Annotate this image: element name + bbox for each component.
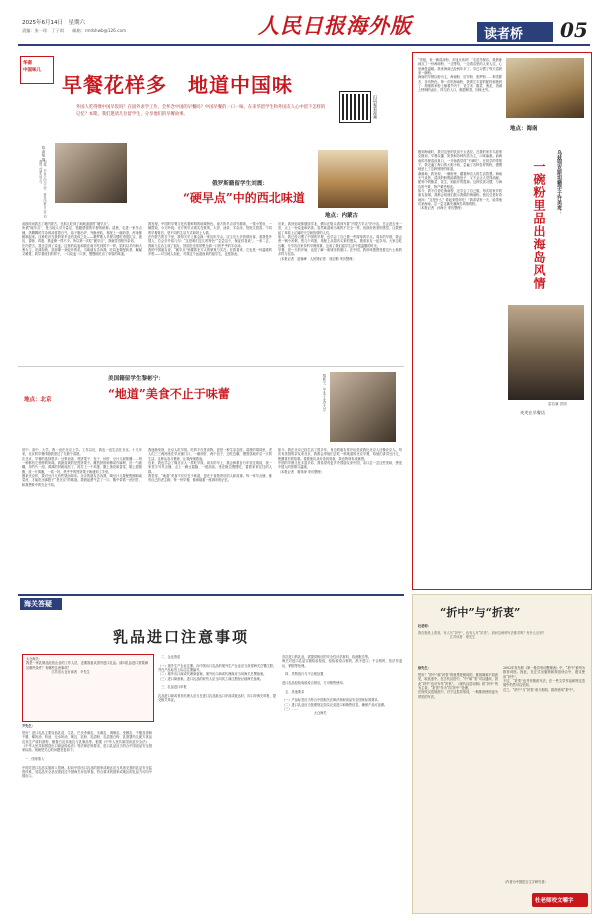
sidebar-text2: 刚到海南时，我对这里的饮食不太适应。在我的家乡乌兹别克斯坦，早餐以馕、奶茶和各种肉类为主，口味偏重。而海南的早餐清淡爽口，一开始我觉得“不够吃”。在同学的带领下，我走遍了海口的大街小巷，尝遍了各种各样的粉，慢慢地爱上了这种独特的味道。 渐渐地，我发现，一碗粉里，藏着海岛人的生活智慧。海南天气炎热，清淡的粉既能填饱肚子，又不会让人觉得油腻；配料中的酸菜、花生，则能开胃提神。这种饮食习惯，与海岛的气候、物产紧密相连。 如今，我不仅爱吃海南粉，还学会了自己做。每次给家乡的朋友视频，我都会给他们展示我做的海南粉。他们总是好奇地问：“这是什么？看起来很好吃！”我希望有一天，能带他们来海南，尝一尝这碗充满海岛风情的粉。 （本报记者 孙海天 采访整理） bbox=[418, 150, 502, 211]
wordbox-col2: 2002年发布的《第一批异形词整理表》中，“折中”被列为推荐词形。因此，在正式出版物和规范场合中，建议使用“折中”。 不过，“折衷”也并非错误写法，在一些文学作品和特定语境中仍然可以见到。 总之，“折中”与“折衷”意义相同，推荐使用“折中”。 bbox=[503, 666, 585, 692]
article2-photo-caption: 黎彬宁，毕业于北京大学 bbox=[322, 374, 326, 412]
qr-label: 扫码观看视频 bbox=[373, 95, 378, 119]
article2-col3: 如今，我在北京已经生活了很多年，身边的朋友常开玩笑说我比北京人还像北京人。每次有美国的亲友来北京，我都会带他们去吃一顿地道的北京早餐，给他们讲讲豆汁儿、焦圈背后的故事。看着他们从好奇到喜欢，我也特别有成就感。 中国的早餐文化丰富多彩，我希望有更多外国朋友来中国，亲口尝一尝这些美味，感受中国人的热情与温暖。 （本报记者 窦菲涛 采访整理） bbox=[278, 448, 402, 474]
article1-col1: 前段时间我去了趟内蒙古，在那儿吃到了地地道道的“硬早点”。 所谓“硬早点”，是当地人对分量足、饱腹感强的早餐的统称。清晨，走进一家早点铺，热腾腾的羊杂碎汤冒着白气，焙子刚出炉，外酥里软，再配上一碗奶茶，浑身都暖和起来。这种吃法在我的家乡也有类似之处——俄罗斯人早餐习惯吃得很扎实，面包、香肠、鸡蛋、燕麦粥一样不少。所以第一次吃“硬早点”，我就觉得格外亲切。 在内蒙古，我还尝到了烧麦。这里的烧麦和我在南方吃到的不一样，馅料以羊肉和大葱为主，皮薄如纸，顶部像一朵绽开的花。当地朋友告诉我，吃烧麦要配砖茶，解腻又暖胃。我学着他们的样子，一口烧麦一口茶，慢慢地吃出了草原的味道。 bbox=[22, 222, 142, 257]
wordbox-greeting: 杜老师： bbox=[418, 624, 431, 628]
masthead-logo: 人民日报海外版 bbox=[258, 13, 412, 38]
article2-title: “地道”美食不止于味蕾 bbox=[108, 387, 230, 401]
sidebar-place: 地点：海南 bbox=[510, 126, 538, 132]
article1-photo-caption: 刘震，毕业于四川大学，曾在内蒙古工作 刘震的“内蒙古早点” bbox=[38, 160, 47, 218]
article2-place: 地点：北京 bbox=[24, 397, 52, 403]
hotline-col2: 二、企业资质 （一）境外生产企业注册。向中国出口乳品的境外生产企业应当获得海关总署注册，并在产品标签上标注注册编号。 （二）境外出口商或代理商备案。境外出口商或代理商应当向海关总署备案。 （三）进口商备案。进口乳品的收货人应当向其工商注册登记地海关备案。 三、乳品进口申报 乳品进口商或者其代理人应当在进口乳品抵达口岸前或抵达时，向口岸海关申报，提交相关单证。 bbox=[158, 655, 276, 703]
article1-col2: 我发现，中国的早餐文化有着鲜明的地域特色。南方的早点讲究精致，一笼小笼包、一碗馄饨，小巧玲珑；北方的早点则实在豪爽，大饼、油条、羊杂汤，管饱又管香。不同的早餐背后，是不同的生活方式和风土人情。 在内蒙古的日子里，我每天早上都会换一家店吃早点。店主们大多热情好客，看我是外国人，总会多介绍几句：“这是咱们这儿的特色”“尝尝这个，保证你喜欢”。一来二去，我和几位店主成了朋友，回国后还常常想念那一口热乎乎的羊杂汤。 我的中国朋友说，“硬早点”里藏着北方人的豪爽与实在。在我看来，它也是一份温暖的乡愁——对当地人如此，对我这个远道而来的留学生，也是如此。 bbox=[148, 222, 272, 257]
hotline-headline: 乳品进口注意事项 bbox=[113, 628, 250, 646]
page-number: 05 bbox=[560, 18, 588, 42]
article1-col3: 后来，我回到成都继续学业，偶尔在街头看到写着“内蒙古早点”的小店，总会进去坐一坐，点上一份烧麦和奶茶。虽然味道和当地的不完全一样，但那份熟悉的感觉，让我想起了草原上辽阔的天空和热情的人们。 如今，我已经习惯了中国的早餐，也学会了自己做一些简单的早点。周末的早晨，我会煮一锅小米粥，煎几个鸡蛋，再配上从超市买来的馒头，邀请室友一起享用。大家边吃边聊，分享各自家乡的早餐故事，这成了我们留学生活中很温馨的时光。 早餐，是一天的开始，也是了解一座城市的窗口。在中国，我用味蕾感受着这片土地的多样与包容。 （本报记者 赵蓉峰 人民网记者 刘玄勤 采访整理） bbox=[278, 222, 402, 261]
article1-byline: 俄罗斯籍留学生刘震： bbox=[212, 181, 268, 187]
article1-title: “硬早点”中的西北味道 bbox=[183, 191, 305, 205]
sidebar-photo-caption: 麦麦在早餐店 bbox=[520, 410, 546, 415]
article1-photo bbox=[55, 143, 127, 203]
hotline-col1: 您好！进口乳品主要包括乳清、生乳、巴氏杀菌乳、灭菌乳、调制乳、发酵乳、干酪及再制干酪、稀奶油、奶油、无水奶油、炼乳、乳粉、乳清粉、乳清蛋白粉、乳基婴幼儿配方食品及其生产原料基粉、酪蛋白及其他乳与乳制品等。根据《中华人民共和国食品安全法》、《中华人民共和国进出口商品检验法》等法律法规要求，进口乳品应当符合中国食品安全国家标准。现就您关心的问题答复如下。 一、国家准入 中国对进口乳品实施准入管理。拟向中国出口乳品的国家或地区应当具备完善的乳品安全监管体系，其乳品安全状况需经过中国海关评估审查。符合要求的国家或地区的乳品方可向中国出口。 bbox=[22, 731, 152, 779]
article1-place: 地点：内蒙古 bbox=[325, 213, 359, 219]
sidebar-credit: 雷若谦 供图 bbox=[548, 402, 567, 406]
qr-code bbox=[340, 92, 370, 122]
masthead-rule bbox=[18, 44, 590, 46]
wordbox-question: 我在报纸上看到，有人写“折中”，也有人写“折衷”。请问这两种写法都对吗？有什么区别？ 江苏读者 徐先生 bbox=[418, 631, 546, 640]
feature-kicker-text: 华裔 中国味儿 bbox=[23, 61, 41, 73]
section-name: 读者桥 bbox=[484, 27, 524, 42]
feature-headline: 早餐花样多 地道中国味 bbox=[62, 73, 293, 97]
wordbox-col1: 您好！“折中”和“折衷”的意思是相同的，都指调和不同意见，取其适中。在古代汉语中，“中”和“衷”可以通用，因此“折中”也可写作“折衷”。《现代汉语词典》将“折中”列为主条，“折衷”作为“同‘折中’”处理。 在现代汉语规范中，对于这类异形词，一般推荐使用更为常见的写法。 bbox=[418, 673, 498, 699]
article2-byline: 美国籍留学生黎彬宁： bbox=[108, 376, 164, 382]
hotline-tag: 海关答疑 bbox=[24, 600, 52, 608]
sidebar-title: 一碗粉里品出海岛风情 bbox=[532, 160, 546, 290]
sidebar-portrait bbox=[508, 305, 584, 400]
hotline-col3: 首次进口的乳品，需提供相应的安全性评估材料、检测报告等。 海关对进口乳品实施检验检疫，检验检疫合格的，准予进口；不合格的，依法作退运、销毁等处理。 四、货物放行与不合格处置 进口乳品经检验检疫合格后，方可销售使用。 五、其他要求 （一）产品标签应当符合中国相关法律法规和食品安全国家标准要求。 （二）进口乳品应当按照规定如实记录进口和销售信息，确保产品可追溯。 （三）…… 太仓海关 bbox=[282, 655, 402, 716]
hotline-tag-bar bbox=[18, 594, 404, 596]
sidebar-food-photo bbox=[506, 58, 584, 118]
wordbox-footer: 杜老师咬文嚼字 bbox=[535, 898, 574, 904]
article2-col1: 初中、高中、大学，我一直在北京上学。工作以后，我也一直生活在北京。十几年来，北京的早餐伴随我度过了无数个清晨。 在北京，早餐的选择很多：豆浆油条、煎饼果子、包子、炒肝、豆汁儿和焦圈……每一种都有它独特的风味。我最喜欢的是煎饼果子。摊煎饼的师傅动作麻利，舀一勺面糊，用竹片一刮，薄薄的饼就成形了，再打上一个鸡蛋，撒上葱花和香菜，刷上甜面酱，放一片薄脆，一卷一折，热乎乎的煎饼果子就递到了手里。 刚来北京时，我对豆汁儿有些望而却步。北京的朋友告诉我，喝豆汁儿要配焦圈和咸菜丝，才能吃出那股子“老北京”的味道。我鼓起勇气尝了一口，酸中带着一丝回甘，和我想象中的完全不同。 bbox=[22, 448, 142, 487]
masthead-date: 2025年6月14日 星期六 bbox=[22, 20, 85, 26]
sidebar-text1: “老板，来一碗清汤粉，多加点鱼饼！”走进早餐店，我熟练地点了一份海南粉，一边等待，一边看店里的人来人往，心里满是温暖。我来海南已经两年多了，早已习惯了每天清晨来一碗粉。 海南的早餐以粉为主，海南粉、后安粉、抱罗粉……种类繁多，各有特色。第一次吃海南粉，我被它丰富的配料惊艳到了：细细的米粉上铺着牛肉干、花生米、酸菜、葱花，再淋上特制的卤汁，拌匀后入口，酸甜鲜香，回味无穷。 bbox=[418, 58, 502, 93]
article2-photo bbox=[330, 372, 396, 442]
article1-photo-label: 陈淑敏 摄 bbox=[42, 146, 46, 162]
hotline-reader-question: 太仓海关： 我是一家乳制品经营企业的工作人员，近期准备从国外进口乳品。请问乳品进口需要满足哪些条件？有哪些注意事项？ 江苏省太仓市读者 尹先生 bbox=[26, 657, 148, 675]
wordbox-answer-to: 徐先生： bbox=[418, 666, 431, 670]
hotline-answer-to: 尹先生： bbox=[22, 724, 35, 728]
masthead-edition: 责编：张一琼 丁子琪 邮箱：rmrbhwb@126.com bbox=[22, 28, 127, 33]
article1-breakfast-photo bbox=[318, 150, 388, 208]
article2-col2: 我逐渐发现，北京人吃早饭，吃的不仅是食物，更是一种生活态度。清晨的胡同里，老人们三三两两坐在早点铺门口，一碗炒肝、两个包子，边吃边聊，慢悠悠地开启一天的生活。这种从容与惬意，让我深深着迷。 后来，我也学会了像北京人一样吃早饭。周末的早上，我会骑着自行车穿过胡同，找一家老字号早点铺，点上一碗豆腐脑、一根油条，坐在街边慢慢吃，看着来来往往的人群。 我觉得，“地道”美食不仅仅在于味道，更在于食物背后的人和故事。每一家早点铺，都有自己的老主顾；每一份早餐，都承载着一座城市的记忆。 bbox=[148, 448, 272, 483]
wordbox-sign: （作者为中国语言文字研究者） bbox=[503, 880, 548, 884]
sidebar-byline: 乌兹别克斯坦籍学子许美麦： bbox=[556, 150, 562, 215]
feature-intro: 外国人吃得惯中国早饭吗？在国外求学工作，会怀念中国的早餐吗？中国早餐的一口一味，在来华留学生和外国友人心中留下怎样的记忆？本期，我们邀请几位留学生，分享他们的早餐故事。 bbox=[76, 105, 326, 117]
wordbox-title: “折中”与“折衷” bbox=[440, 606, 521, 619]
